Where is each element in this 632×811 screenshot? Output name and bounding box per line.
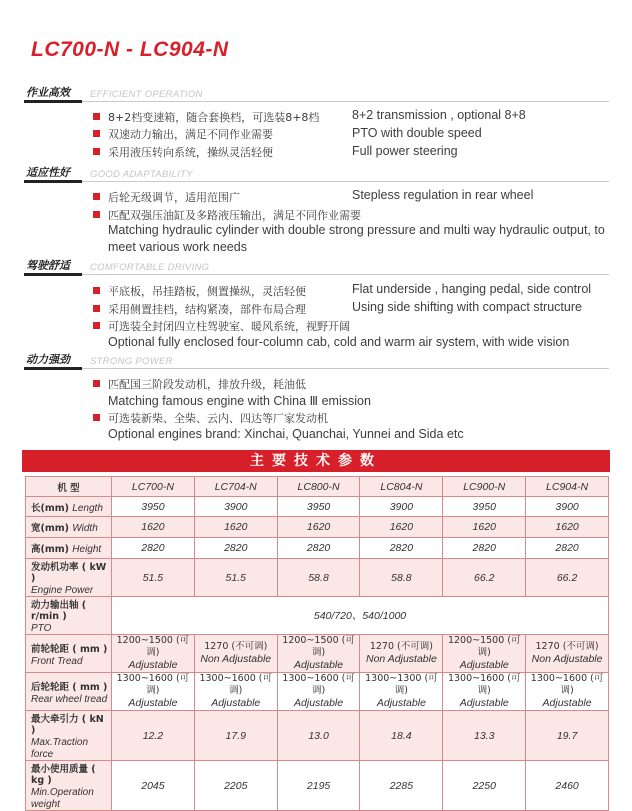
table-cell: 12.2: [112, 711, 195, 761]
table-row: [26, 538, 609, 559]
row-label: 动力输出轴 ( r/min ) PTO: [26, 597, 112, 635]
table-cell: 1200~1500 (可调) Adjustable: [443, 635, 526, 673]
table-row: [26, 517, 609, 538]
table-cell: 1620: [360, 517, 443, 538]
row-label: 宽(mm) Width: [26, 517, 112, 538]
table-cell: 17.9: [194, 711, 277, 761]
feature-en: Matching famous engine with China Ⅲ emission: [108, 394, 371, 408]
table-cell: 3900: [360, 497, 443, 517]
table-row: [26, 635, 609, 673]
table-cell: 1620: [112, 517, 195, 538]
section-underline: [24, 180, 82, 183]
table-row: [26, 711, 609, 761]
section-title-en: COMFORTABLE DRIVING: [90, 262, 210, 273]
table-header-row: [26, 477, 609, 497]
feature-en: Matching hydraulic cylinder with double strong pressure and multi way hydraulic output, to: [108, 223, 605, 237]
table-cell-merged: 540/720、540/1000: [112, 597, 609, 635]
bullet-icon: [93, 287, 100, 294]
feature-zh: 8+2档变速箱，随合套换档，可选装8+8档: [108, 111, 320, 124]
table-cell: 13.0: [277, 711, 360, 761]
section-underline: [24, 100, 82, 103]
section-title-zh: 驾驶舒适: [26, 259, 70, 272]
bullet-icon: [93, 130, 100, 137]
feature-en: meet various work needs: [108, 240, 247, 254]
feature-en: Using side shifting with compact structure: [352, 300, 582, 314]
table-cell: 1300~1600 (可调) Adjustable: [443, 673, 526, 711]
table-cell: 3900: [194, 497, 277, 517]
section-title-zh: 动力强劲: [26, 353, 70, 366]
row-label: 最小使用质量 ( kg ) Min.Operation weight: [26, 761, 112, 811]
feature-zh: 采用侧置挂档，结构紧凑，部件布局合理: [108, 303, 306, 316]
table-cell: 2820: [526, 538, 609, 559]
table-cell: 2820: [277, 538, 360, 559]
section-header-power: [24, 354, 609, 369]
feature-zh: 可选装新柴、全柴、云内、四达等厂家发动机: [108, 412, 328, 425]
model-header: LC800-N: [277, 477, 360, 497]
bullet-icon: [93, 211, 100, 218]
table-cell: 19.7: [526, 711, 609, 761]
section-header-adaptability: [24, 167, 609, 182]
feature-en: PTO with double speed: [352, 126, 482, 140]
table-cell: 51.5: [112, 559, 195, 597]
row-label: 发动机功率 ( kW ) Engine Power: [26, 559, 112, 597]
model-header: LC904-N: [526, 477, 609, 497]
row-label: 前轮轮距 ( mm ) Front Tread: [26, 635, 112, 673]
table-cell: 2250: [443, 761, 526, 811]
table-cell: 3950: [443, 497, 526, 517]
table-cell: 3950: [277, 497, 360, 517]
table-cell: 1270 (不可调) Non Adjustable: [526, 635, 609, 673]
table-cell: 2460: [526, 761, 609, 811]
feature-zh: 匹配国三阶段发动机，排放升级，耗油低: [108, 378, 306, 391]
bullet-icon: [93, 305, 100, 312]
section-underline: [24, 367, 82, 370]
table-row: [26, 597, 609, 635]
table-cell: 1270 (不可调) Non Adjustable: [194, 635, 277, 673]
table-cell: 1300~1600 (可调) Adjustable: [526, 673, 609, 711]
table-cell: 2205: [194, 761, 277, 811]
row-label: 长(mm) Length: [26, 497, 112, 517]
spec-table-banner: 主要技术参数: [22, 450, 610, 472]
section-header-efficient: [24, 87, 609, 102]
bullet-icon: [93, 193, 100, 200]
table-cell: 2820: [112, 538, 195, 559]
spec-table: [25, 476, 609, 811]
table-cell: 1300~1600 (可调) Adjustable: [112, 673, 195, 711]
row-label: 最大牵引力 ( kN ) Max.Traction force: [26, 711, 112, 761]
feature-zh: 平底板，吊挂踏板，侧置操纵，灵活轻便: [108, 285, 306, 298]
bullet-icon: [93, 414, 100, 421]
table-cell: 2820: [360, 538, 443, 559]
table-cell: 3900: [526, 497, 609, 517]
row-label: 后轮轮距 ( mm ) Rear wheel tread: [26, 673, 112, 711]
table-cell: 1200~1500 (可调) Adjustable: [112, 635, 195, 673]
model-label: 机 型: [26, 477, 112, 497]
table-cell: 2820: [443, 538, 526, 559]
table-cell: 18.4: [360, 711, 443, 761]
table-cell: 1620: [194, 517, 277, 538]
table-row: [26, 559, 609, 597]
table-cell: 1620: [443, 517, 526, 538]
section-underline: [24, 273, 82, 276]
table-cell: 1300~1600 (可调) Adjustable: [194, 673, 277, 711]
table-cell: 3950: [112, 497, 195, 517]
table-cell: 2195: [277, 761, 360, 811]
table-cell: 2820: [194, 538, 277, 559]
feature-en: Optional engines brand: Xinchai, Quanchai, Yunnei and Sida etc: [108, 427, 464, 441]
table-cell: 66.2: [526, 559, 609, 597]
table-cell: 2045: [112, 761, 195, 811]
section-header-comfortable: [24, 260, 609, 275]
section-title-en: EFFICIENT OPERATION: [90, 89, 203, 100]
feature-en: Stepless regulation in rear wheel: [352, 188, 534, 202]
bullet-icon: [93, 148, 100, 155]
table-cell: 1300~1600 (可调) Adjustable: [277, 673, 360, 711]
feature-en: Full power steering: [352, 144, 458, 158]
section-title-en: GOOD ADAPTABILITY: [90, 169, 193, 180]
feature-zh: 双速动力输出，满足不同作业需要: [108, 128, 273, 141]
bullet-icon: [93, 380, 100, 387]
model-header: LC700-N: [112, 477, 195, 497]
feature-en: Flat underside , hanging pedal, side control: [352, 282, 592, 296]
feature-en: 8+2 transmission , optional 8+8: [352, 108, 526, 122]
feature-zh: 采用液压转向系统，操纵灵活轻便: [108, 146, 273, 159]
table-cell: 58.8: [277, 559, 360, 597]
section-title-en: STRONG POWER: [90, 356, 173, 367]
table-cell: 1620: [277, 517, 360, 538]
table-row: [26, 761, 609, 811]
bullet-icon: [93, 322, 100, 329]
row-label: 高(mm) Height: [26, 538, 112, 559]
model-header: LC900-N: [443, 477, 526, 497]
table-row: [26, 497, 609, 517]
bullet-icon: [93, 113, 100, 120]
table-cell: 66.2: [443, 559, 526, 597]
model-header: LC804-N: [360, 477, 443, 497]
table-cell: 1300~1300 (可调) Adjustable: [360, 673, 443, 711]
feature-zh: 后轮无级调节，适用范围广: [108, 191, 240, 204]
section-title-zh: 适应性好: [26, 166, 70, 179]
table-cell: 13.3: [443, 711, 526, 761]
table-cell: 2285: [360, 761, 443, 811]
table-cell: 1200~1500 (可调) Adjustable: [277, 635, 360, 673]
table-cell: 1270 (不可调) Non Adjustable: [360, 635, 443, 673]
table-cell: 58.8: [360, 559, 443, 597]
table-cell: 1620: [526, 517, 609, 538]
model-header: LC704-N: [194, 477, 277, 497]
table-cell: 51.5: [194, 559, 277, 597]
feature-zh: 可选装全封闭四立柱驾驶室、暖风系统，视野开阔: [108, 320, 350, 333]
feature-en: Optional fully enclosed four-column cab, cold and warm air system, with wide vision: [108, 335, 570, 349]
section-title-zh: 作业高效: [26, 86, 70, 99]
table-row: [26, 673, 609, 711]
feature-zh: 匹配双强压油缸及多路液压输出，满足不同作业需要: [108, 209, 361, 222]
page-title: LC700-N - LC904-N: [31, 38, 229, 61]
